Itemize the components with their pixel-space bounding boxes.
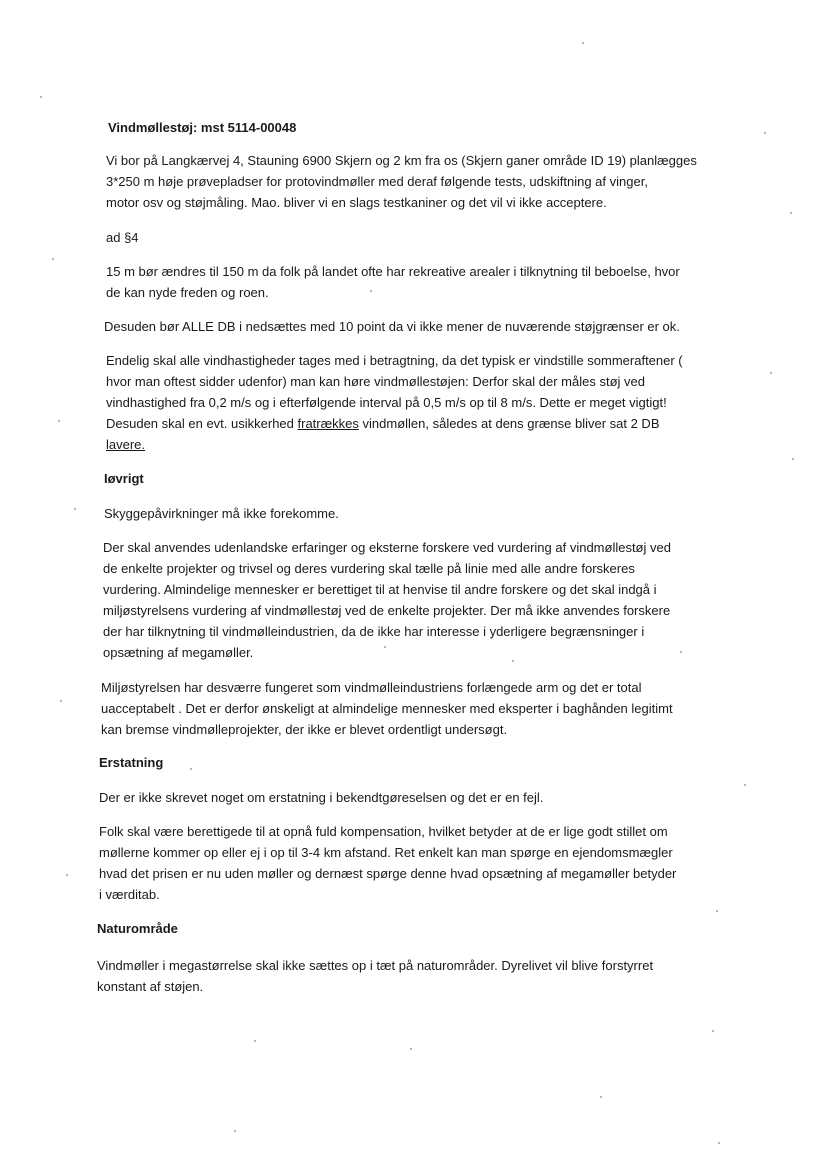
heading-naturomraade: Naturområde <box>97 921 178 936</box>
paragraph-line: Miljøstyrelsen har desværre fungeret som vindmølleindustriens forlængede arm og det er total <box>101 680 642 695</box>
scan-speck <box>744 784 746 786</box>
paragraph-line: vindhastighed fra 0,2 m/s og i efterfølgende interval på 0,5 m/s op til 8 m/s. Dette er meget vigtigt! <box>106 395 667 410</box>
paragraph-line: møllerne kommer op eller ej i op til 3-4 km afstand. Ret enkelt kan man spørge en ejendomsmægler <box>99 845 673 860</box>
paragraph-line: Der skal anvendes udenlandske erfaringer og eksterne forskere ved vurdering af vindmøllestøj ved <box>103 540 671 555</box>
paragraph-line: vurdering. Almindelige mennesker er berettiget til at henvise til andre forskere og det skal indgå i <box>103 582 657 597</box>
scan-speck <box>600 1096 602 1098</box>
line-text: Desuden skal en evt. usikkerhed <box>106 416 298 431</box>
paragraph-shadow: Skyggepåvirkninger må ikke forekomme. <box>104 506 339 521</box>
paragraph-line: uacceptabelt . Det er derfor ønskeligt at almindelige mennesker med eksperter i baghånden legitimt <box>101 701 673 716</box>
line-text: vindmøllen, således at dens grænse bliver sat 2 DB <box>358 416 660 431</box>
paragraph-line <box>106 413 683 434</box>
scan-speck <box>770 372 772 374</box>
paragraph-line: Vi bor på Langkærvej 4, Stauning 6900 Skjern og 2 km fra os (Skjern ganer område ID 19) planlægges <box>106 153 697 168</box>
scan-speck <box>410 1048 412 1050</box>
paragraph-authority <box>101 677 673 740</box>
scan-speck <box>712 1030 714 1032</box>
scan-speck <box>58 420 60 422</box>
paragraph-intro <box>106 150 697 213</box>
paragraph-line: konstant af støjen. <box>97 979 204 994</box>
scan-speck <box>370 290 372 292</box>
scan-speck <box>190 768 192 770</box>
paragraph-foreign-research <box>103 537 671 663</box>
heading-erstatning: Erstatning <box>99 755 164 770</box>
scan-speck <box>234 1130 236 1132</box>
document-title: Vindmøllestøj: mst 5114-00048 <box>108 120 297 135</box>
paragraph-line: hvad det prisen er nu uden møller og dernæst spørge denne hvad opsætning af megamøller betyder <box>99 866 677 881</box>
paragraph-line: kan bremse vindmølleprojekter, der ikke er blevet ordentligt undersøgt. <box>101 722 508 737</box>
scan-speck <box>792 458 794 460</box>
underlined-word: fratrækkes <box>297 416 359 431</box>
scan-speck <box>60 700 62 702</box>
scan-speck <box>718 1142 720 1144</box>
paragraph-line: der har tilknytning til vindmølleindustrien, da de ikke har interesse i yderligere begrænsninger i <box>103 624 645 639</box>
scan-speck <box>512 660 514 662</box>
paragraph-line: Folk skal være berettigede til at opnå fuld kompensation, hvilket betyder at de er lige godt stillet om <box>99 824 668 839</box>
paragraph-line: Endelig skal alle vindhastigheder tages med i betragtning, da det typisk er vindstille sommeraftener ( <box>106 353 683 368</box>
scan-speck <box>680 651 682 653</box>
paragraph-wind-speeds <box>106 350 683 455</box>
scan-speck <box>52 258 54 260</box>
section-reference: ad §4 <box>106 230 139 245</box>
paragraph-line: miljøstyrelsens vurdering af vindmøllestøj ved de enkelte projekter. Der må ikke anvendes forskere <box>103 603 671 618</box>
scan-speck <box>582 42 584 44</box>
paragraph-line: de enkelte projekter og trivsel og deres vurdering skal tælle på linie med alle andre forskeres <box>103 561 635 576</box>
paragraph-line: i værditab. <box>99 887 160 902</box>
scan-speck <box>254 1040 256 1042</box>
paragraph-line-underlined: lavere. <box>106 437 146 452</box>
paragraph-line: 3*250 m høje prøvepladser for protovindmøller med deraf følgende tests, udskiftning af vinger, <box>106 174 648 189</box>
paragraph-distance <box>106 261 680 303</box>
scan-speck <box>40 96 42 98</box>
scan-speck <box>790 212 792 214</box>
paragraph-line: Vindmøller i megastørrelse skal ikke sættes op i tæt på naturområder. Dyrelivet vil blive forstyrret <box>97 958 654 973</box>
scan-speck <box>384 646 386 648</box>
paragraph-line: de kan nyde freden og roen. <box>106 285 269 300</box>
paragraph-line: opsætning af megamøller. <box>103 645 254 660</box>
paragraph-db-reduction: Desuden bør ALLE DB i nedsættes med 10 point da vi ikke mener de nuværende støjgrænser er ok. <box>104 319 680 334</box>
paragraph-line: motor osv og støjmåling. Mao. bliver vi en slags testkaniner og det vil vi ikke acceptere. <box>106 195 607 210</box>
scan-speck <box>66 874 68 876</box>
paragraph-line: hvor man oftest sidder udenfor) man kan høre vindmøllestøjen: Derfor skal der måles støj ved <box>106 374 645 389</box>
scan-speck <box>764 132 766 134</box>
paragraph-compensation <box>99 821 676 905</box>
paragraph-line: 15 m bør ændres til 150 m da folk på landet ofte har rekreative arealer i tilknytning til beboelse, hvor <box>106 264 680 279</box>
paragraph-compensation-missing: Der er ikke skrevet noget om erstatning i bekendtgøreselsen og det er en fejl. <box>99 790 544 805</box>
paragraph-nature <box>97 955 653 997</box>
scan-speck <box>74 508 76 510</box>
heading-iovrigt: Iøvrigt <box>104 471 144 486</box>
scan-speck <box>716 910 718 912</box>
